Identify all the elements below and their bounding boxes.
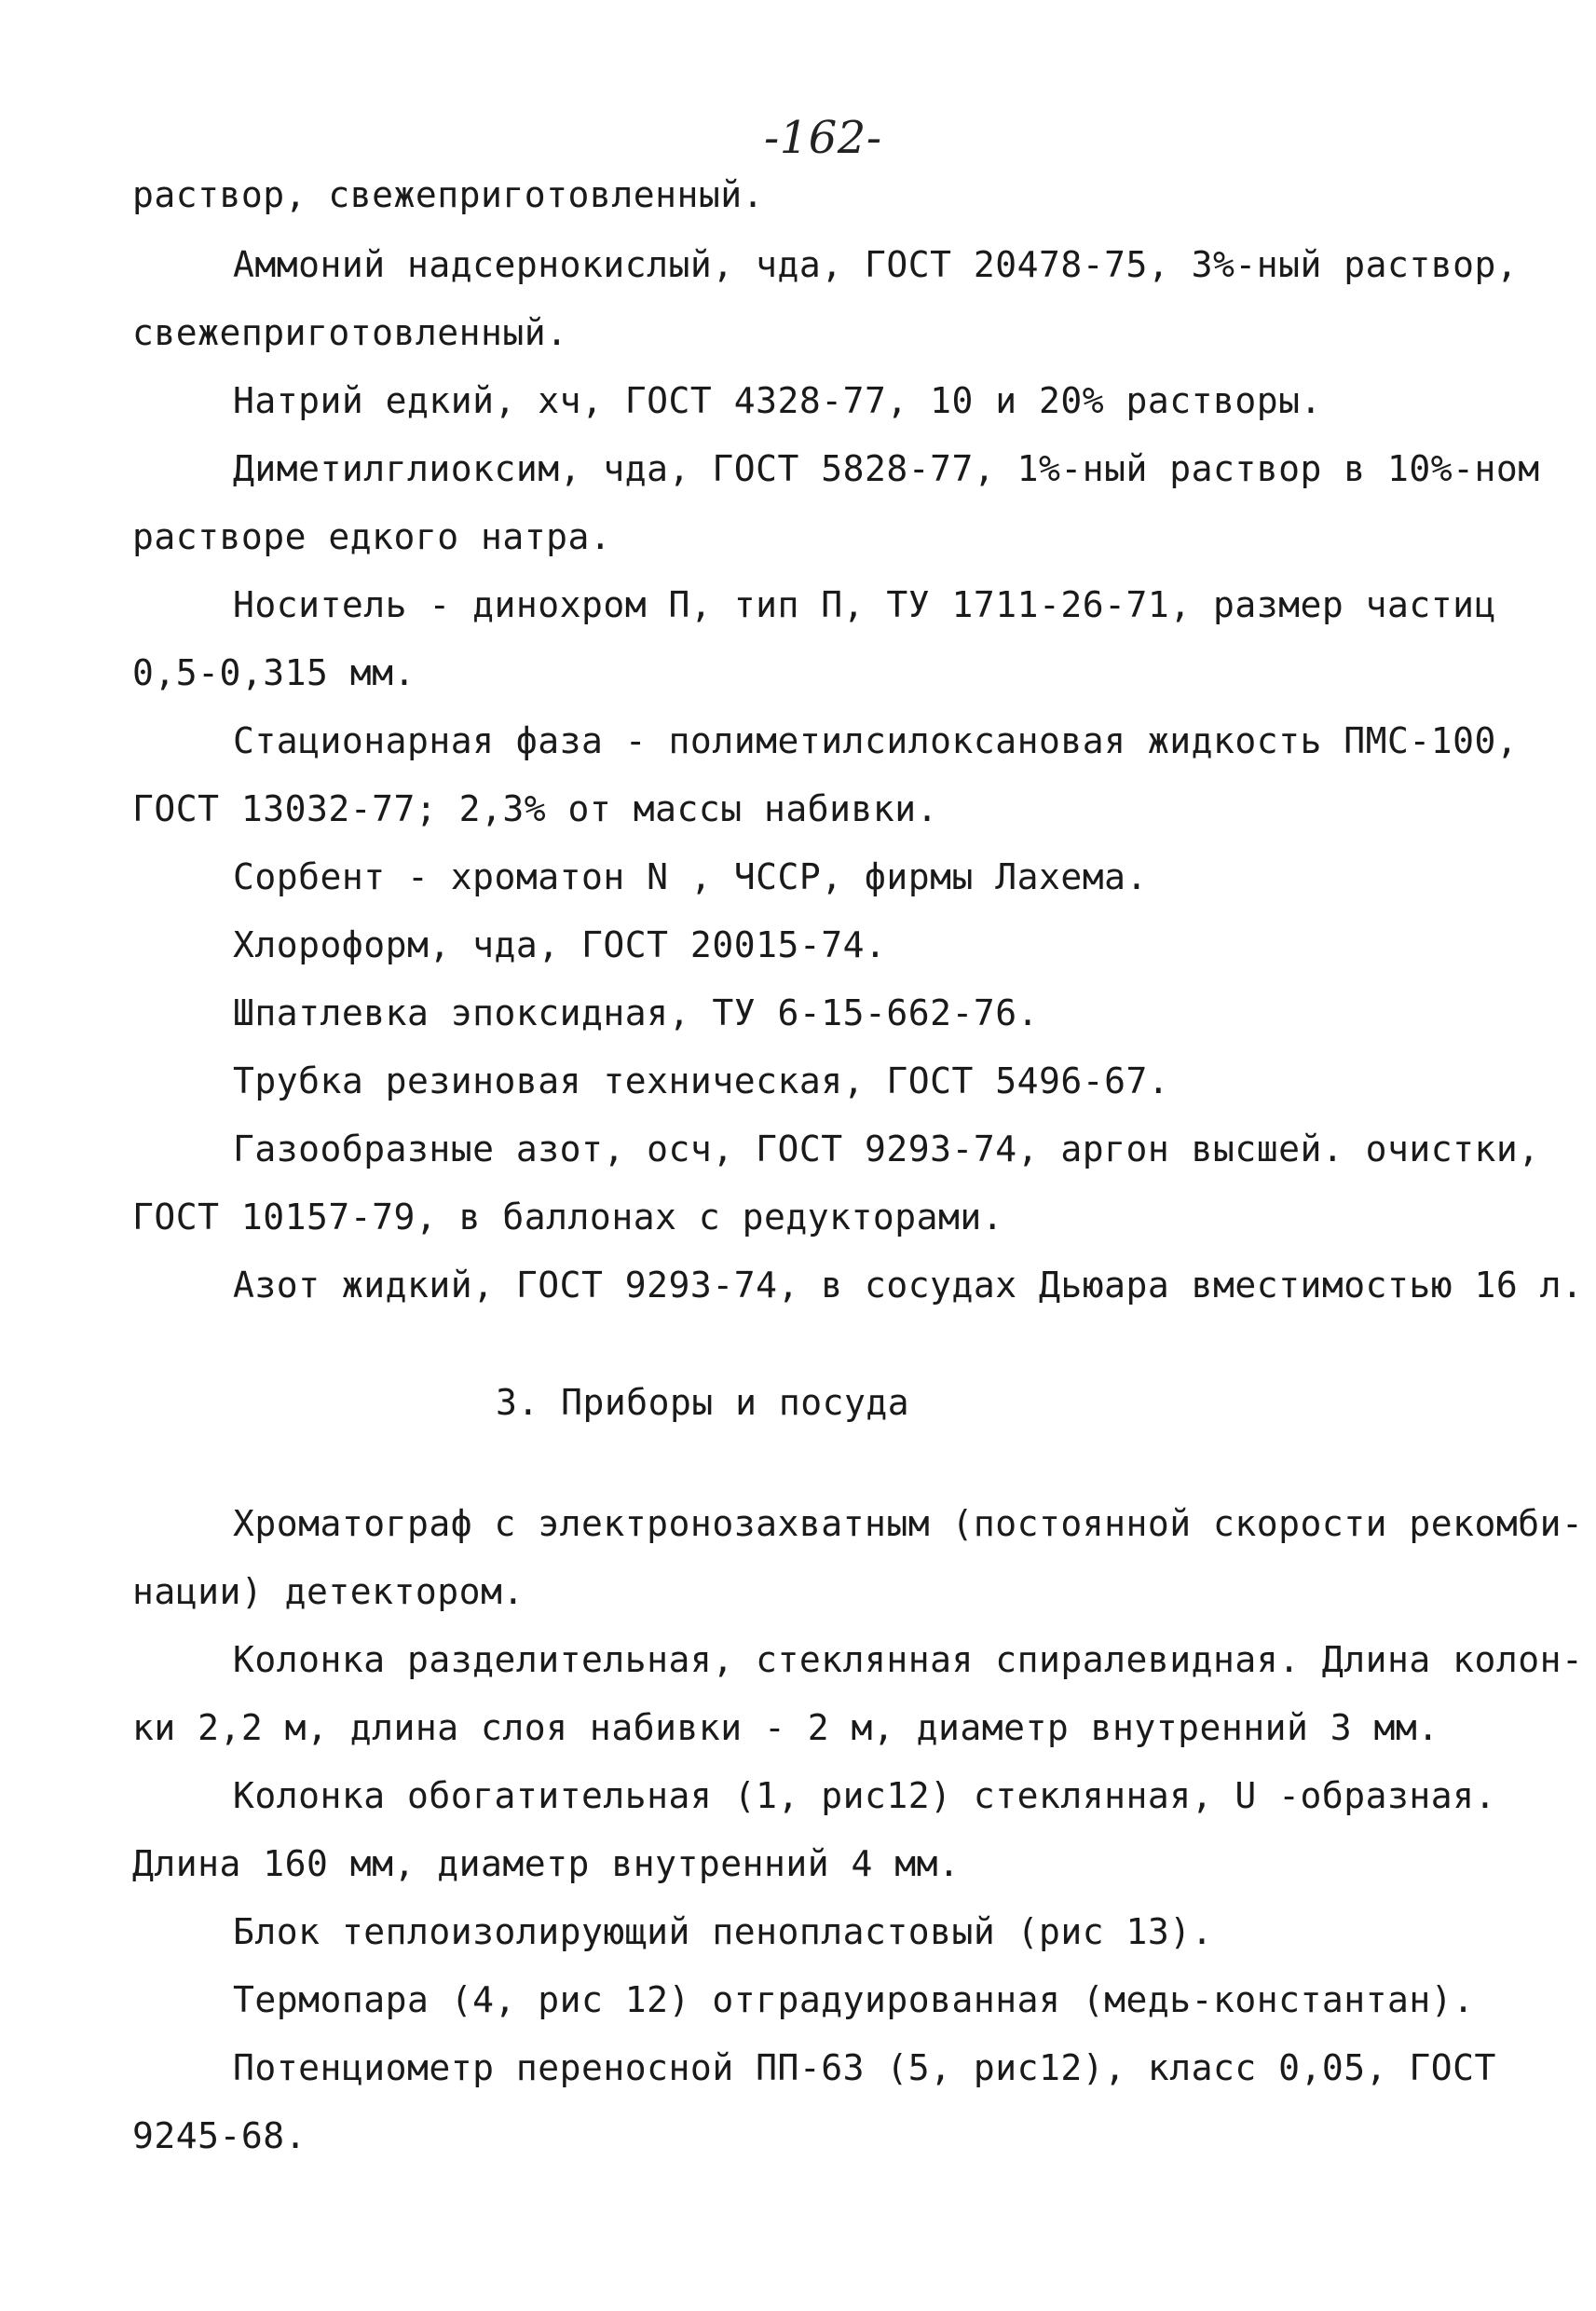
instrument-line: нации) детектором. xyxy=(132,1571,525,1612)
page-number: -162- xyxy=(764,112,882,164)
instrument-line: ки 2,2 м, длина слоя набивки - 2 м, диаметр внутренний 3 мм. xyxy=(132,1707,1439,1748)
reagent-line: Носитель - динохром П, тип П, ТУ 1711-26-71, размер частиц xyxy=(233,584,1496,625)
reagent-line: раствор, свежеприготовленный. xyxy=(132,174,764,215)
reagent-line: Стационарная фаза - полиметилсилоксановая жидкость ПМС-100, xyxy=(233,720,1519,761)
reagent-line: Сорбент - хроматон N , ЧССР, фирмы Лахема. xyxy=(233,856,1148,897)
reagent-line: Натрий едкий, хч, ГОСТ 4328-77, 10 и 20% растворы. xyxy=(233,380,1322,421)
instrument-line: Блок теплоизолирующий пенопластовый (рис 13). xyxy=(233,1911,1214,1952)
instrument-line: Колонка разделительная, стеклянная спиралевидная. Длина колон- xyxy=(233,1639,1584,1680)
instrument-line: Колонка обогатительная (1, рис12) стеклянная, U -образная. xyxy=(233,1775,1496,1816)
instrument-line: Длина 160 мм, диаметр внутренний 4 мм. xyxy=(132,1843,961,1884)
reagent-line: Шпатлевка эпоксидная, ТУ 6-15-662-76. xyxy=(233,992,1039,1033)
reagent-line: растворе едкого натра. xyxy=(132,516,612,557)
reagent-line: ГОСТ 13032-77; 2,3% от массы набивки. xyxy=(132,788,938,829)
instrument-line: Потенциометр переносной ПП-63 (5, рис12), класс 0,05, ГОСТ xyxy=(233,2047,1496,2088)
reagent-line: Трубка резиновая техническая, ГОСТ 5496-67. xyxy=(233,1060,1170,1101)
reagent-line: Газообразные азот, осч, ГОСТ 9293-74, аргон высшей. очистки, xyxy=(233,1128,1540,1169)
reagent-line: Хлороформ, чда, ГОСТ 20015-74. xyxy=(233,924,887,965)
instrument-line: Хроматограф с электронозахватным (постоянной скорости рекомби- xyxy=(233,1503,1584,1544)
reagent-line: Азот жидкий, ГОСТ 9293-74, в сосудах Дьюара вместимостью 16 л. xyxy=(233,1265,1584,1306)
section-heading: 3. Приборы и посуда xyxy=(496,1382,910,1423)
instrument-line: 9245-68. xyxy=(132,2115,307,2156)
reagent-line: ГОСТ 10157-79, в баллонах с редукторами. xyxy=(132,1197,1004,1238)
reagent-line: 0,5-0,315 мм. xyxy=(132,652,416,693)
reagent-line: Аммоний надсернокислый, чда, ГОСТ 20478-75, 3%-ный раствор, xyxy=(233,244,1519,285)
reagent-line: Диметилглиоксим, чда, ГОСТ 5828-77, 1%-ный раствор в 10%-ном xyxy=(233,448,1540,489)
reagent-line: свежеприготовленный. xyxy=(132,312,568,353)
instrument-line: Термопара (4, рис 12) отградуированная (медь-константан). xyxy=(233,1979,1475,2020)
